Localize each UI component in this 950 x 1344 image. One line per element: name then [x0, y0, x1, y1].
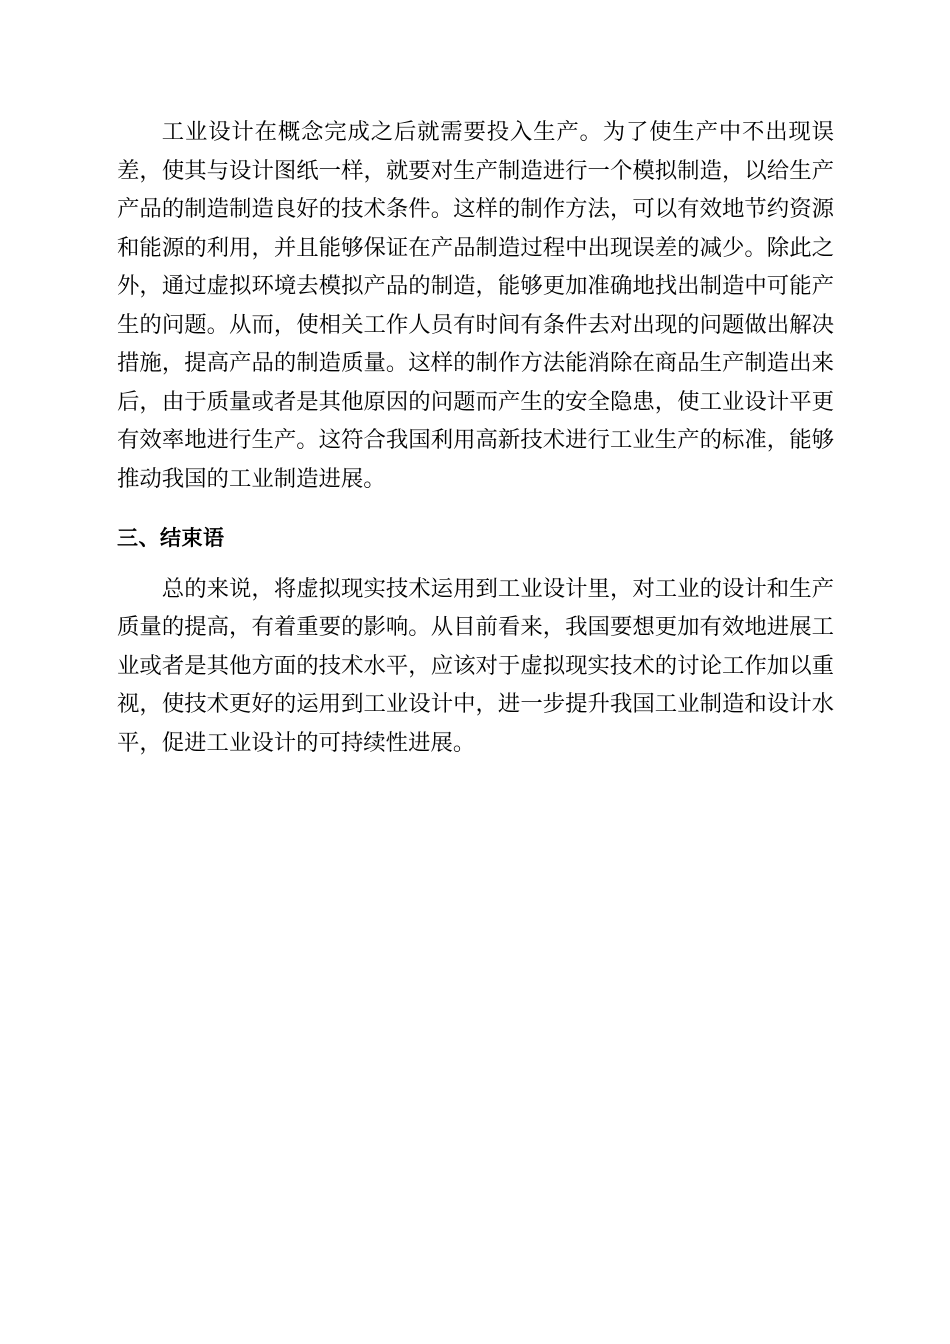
document-body	[117, 113, 834, 762]
section-heading: 三、结束语	[117, 526, 225, 550]
body-paragraph: 总的来说，将虚拟现实技术运用到工业设计里，对工业的设计和生产质量的提高，有着重要的影响。从目前看来，我国要想更加有效地进展工业或者是其他方面的技术水平，应该对于虚拟现实技术的讨论工作加以重视，使技术更好的运用到工业设计中，进一步提升我国工业制造和设计水平，促进工业设计的可持续性进展。	[117, 575, 834, 756]
body-paragraph: 工业设计在概念完成之后就需要投入生产。为了使生产中不出现误差，使其与设计图纸一样，就要对生产制造进行一个模拟制造，以给生产产品的制造制造良好的技术条件。这样的制作方法，可以有效地节约资源和能源的利用，并且能够保证在产品制造过程中出现误差的减少。除此之外，通过虚拟环境去模拟产品的制造，能够更加准确地找出制造中可能产生的问题。从而，使相关工作人员有时间有条件去对出现的问题做出解决措施，提高产品的制造质量。这样的制作方法能消除在商品生产制造出来后，由于质量或者是其他原因的问题而产生的安全隐患，使工业设计平更有效率地进行生产。这符合我国利用高新技术进行工业生产的标准，能够推动我国的工业制造进展。	[117, 119, 834, 492]
spacer	[117, 558, 834, 570]
spacer	[117, 498, 834, 519]
